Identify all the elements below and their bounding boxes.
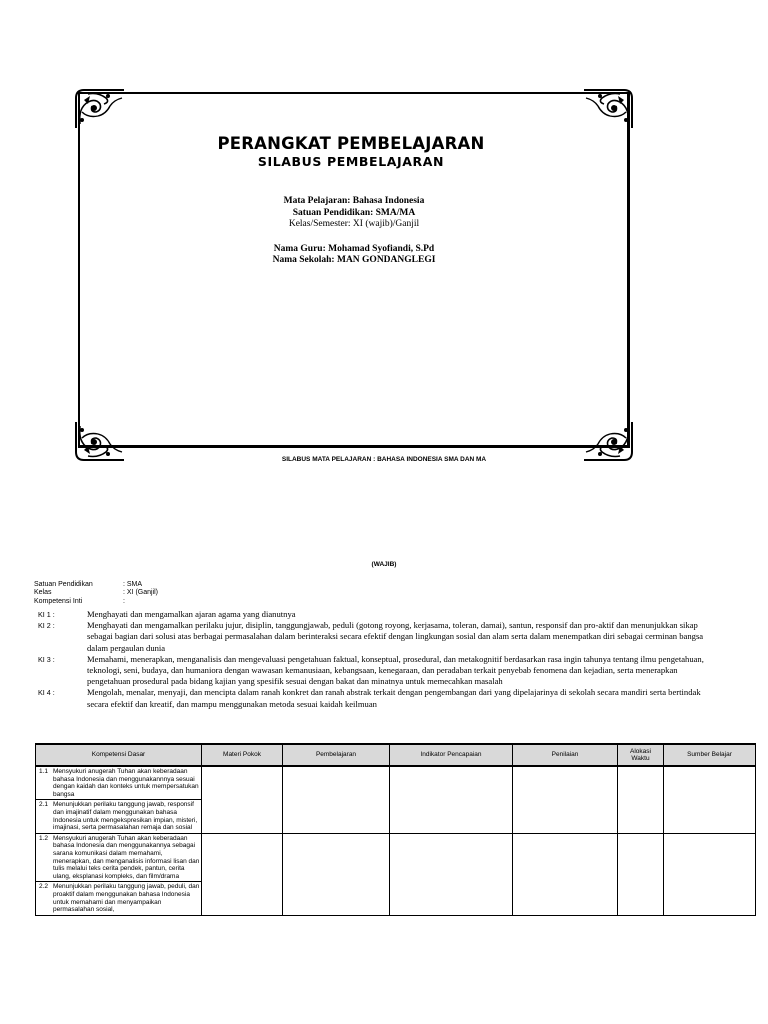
col-header-materi-pokok: Materi Pokok xyxy=(202,744,283,766)
meta-label: Kompetensi Inti xyxy=(34,597,83,605)
ki-item xyxy=(38,620,728,654)
table-cell xyxy=(283,766,390,833)
kd-number: 1.2 xyxy=(39,834,49,842)
meta-label: Satuan Pendidikan xyxy=(34,581,93,588)
table-cell xyxy=(664,766,756,833)
col-header-sumber-belajar: Sumber Belajar xyxy=(664,744,756,766)
col-header-penilaian: Penilaian xyxy=(513,744,618,766)
col-header-indikator: Indikator Pencapaian xyxy=(390,744,513,766)
kd-text: Mensyukuri anugerah Tuhan akan keberadaan bahasa Indonesia dan menggunakannnya sesuai dengan kaidah dan konteks untuk mempersatukan bangsa xyxy=(53,768,199,798)
table-cell xyxy=(283,833,390,915)
kd-number: 2.1 xyxy=(39,801,49,809)
kd-text: Menunjukkan perilaku tanggung jawab, responsif dan imajinatif dalam menggunakan bahasa Indonesia untuk mengekspresikan impian, misteri, imajinasi, serta permasalahan remaja dan sosial xyxy=(53,801,198,832)
table-cell xyxy=(202,766,283,833)
table-row xyxy=(36,833,756,915)
meta-value: : xyxy=(123,597,125,605)
syllabus-heading: SILABUS MATA PELAJARAN : BAHASA INDONESIA SMA DAN MA xyxy=(281,456,487,463)
ki-text: Menghayati dan mengamalkan ajaran agama yang dianutnya xyxy=(87,609,296,619)
kd-number: 1.1 xyxy=(39,768,49,775)
ki-text: Mengolah, menalar, menyaji, dan mencipta dalam ranah konkret dan ranah abstrak terkait dengan pengembangan dari yang dipelajarinya di sekolah secara mandiri serta bertindak secara efektif dan kreatif, dan mampu menggunakan metoda sesuai kaidah keilmuan xyxy=(87,687,701,709)
ki-text: Menghayati dan mengamalkan perilaku jujur, disiplin, tanggungjawab, peduli (gotong royong, kerjasama, toleran, damai), santun, responsif dan pro-aktif dan menunjukkan sikap sebagai bagian dari solusi atas berbagai permasalahan dalam berinteraksi secara efektif dengan lingkungan sosial dan alam serta dalam menempatkan diri sebagai cerminan bangsa dalam pergaulan dunia xyxy=(87,620,704,653)
table-cell xyxy=(202,833,283,915)
table-cell xyxy=(390,766,513,833)
meta-row xyxy=(34,581,158,589)
col-header-kompetensi-dasar: Kompetensi Dasar xyxy=(36,744,202,766)
ki-item xyxy=(38,609,728,620)
kd-cell xyxy=(36,833,202,915)
table-header-row xyxy=(36,744,756,766)
ki-label: KI 3 : xyxy=(38,654,55,664)
cover-info xyxy=(0,196,708,267)
kd-cell xyxy=(36,766,202,833)
kd-text: Mensyukuri anugerah Tuhan akan keberadaan bahasa Indonesia dan menggunakannya sebagai sarana komunikasi dalam memahami, menerapkan, dan menganalisis informasi lisan dan tulis melalui teks cerita pendek, pantun, cerita ulang, eksplanasi kompleks, dan film/drama xyxy=(53,834,200,880)
table-cell xyxy=(513,766,618,833)
table-row xyxy=(36,766,756,833)
meta-value: : XI (Ganjil) xyxy=(123,589,159,597)
ki-item xyxy=(38,687,728,709)
cover-kelas: Kelas/Semester: XI (wajib)/Ganjil xyxy=(288,219,420,229)
kd-text: Menunjukkan perilaku tanggung jawab, peduli, dan proaktif dalam menggunakan bahasa Indonesia untuk memahami dan menyampaikan permasalahan sosial, xyxy=(53,883,200,914)
col-header-pembelajaran: Pembelajaran xyxy=(283,744,390,766)
meta-value: : SMA xyxy=(123,581,143,588)
table-cell xyxy=(618,833,664,915)
ornament-corner-icon xyxy=(582,88,634,130)
table-cell xyxy=(618,766,664,833)
meta-row xyxy=(34,598,158,606)
cover-satuan: Satuan Pendidikan: SMA/MA xyxy=(292,207,416,218)
meta-row xyxy=(34,589,158,597)
cover-title: PERANGKAT PEMBELAJARAN xyxy=(217,134,485,153)
table-cell xyxy=(513,833,618,915)
ki-label: KI 4 : xyxy=(38,688,55,698)
cover-guru: Nama Guru: Mohamad Syofiandi, S.Pd xyxy=(273,243,435,254)
col-header-alokasi-waktu: Alokasi Waktu xyxy=(618,744,664,766)
table-cell xyxy=(390,833,513,915)
ki-label: KI 1 : xyxy=(38,610,55,619)
kompetensi-inti-list xyxy=(38,609,728,710)
cover-mapel: Mata Pelajaran: Bahasa Indonesia xyxy=(283,196,425,206)
meta-block xyxy=(34,581,158,606)
ki-label: KI 2 : xyxy=(38,621,55,631)
syllabus-table xyxy=(35,743,756,916)
wajib-label: (WAJIB) xyxy=(371,561,397,568)
table-cell xyxy=(664,833,756,915)
ornament-corner-icon xyxy=(74,88,126,130)
meta-label: Kelas xyxy=(34,589,52,597)
cover-subtitle: SILABUS PEMBELAJARAN xyxy=(257,154,445,169)
cover-sekolah: Nama Sekolah: MAN GONDANGLEGI xyxy=(272,255,436,265)
kd-number: 2.2 xyxy=(39,883,49,891)
ki-text: Memahami, menerapkan, menganalisis dan mengevaluasi pengetahuan faktual, konseptual, prosedural, dan metakognitif berdasarkan rasa ingin tahunya tentang ilmu pengetahuan, teknologi, seni, budaya, dan humaniora dengan wawasan kemanusiaan, kebangsaan, kenegaraan, dan peradaban terkait penyebab fenomena dan kejadian, serta menerapkan pengetahuan prosedural pada bidang kajian yang spesifik sesuai dengan bakat dan minatnya untuk memecahkan masalah xyxy=(87,653,704,687)
ki-item xyxy=(38,654,728,688)
